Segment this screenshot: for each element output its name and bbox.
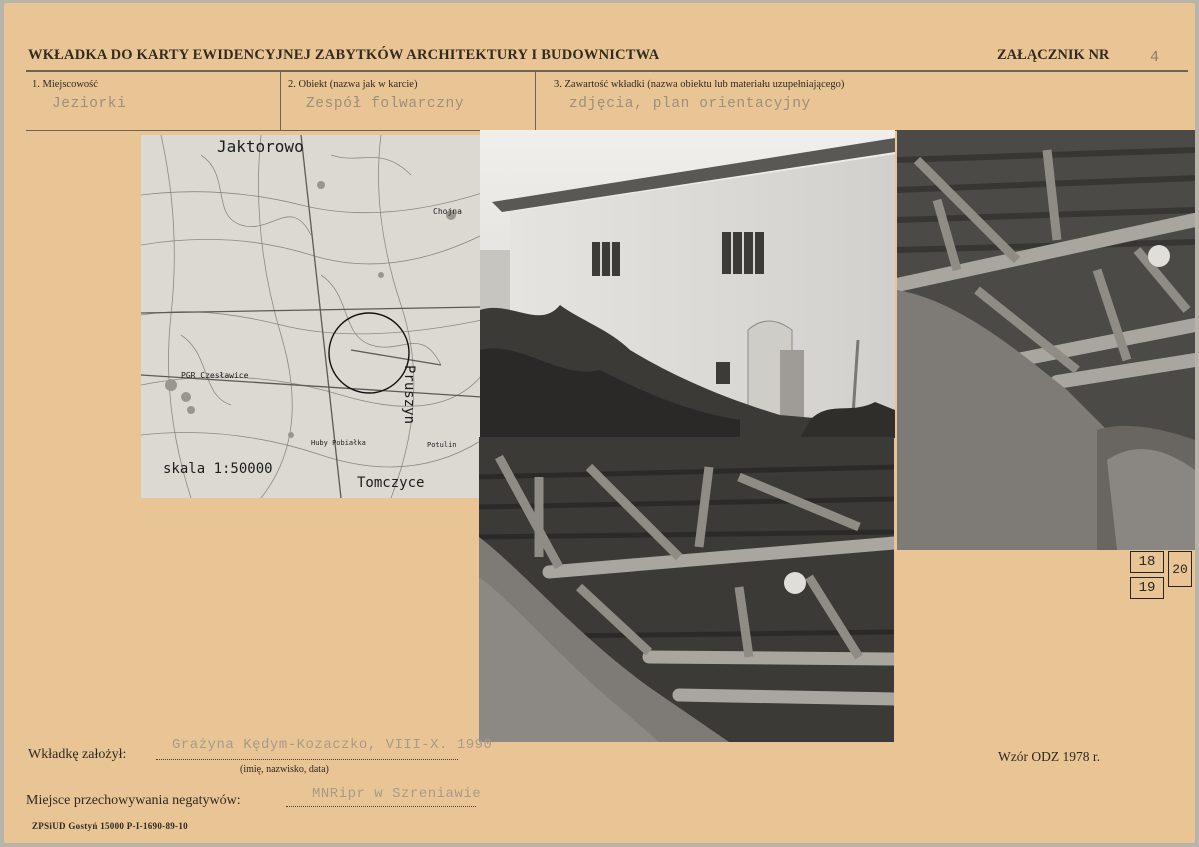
photo-number-19: 19	[1130, 577, 1164, 599]
photo-roof-truss-right	[897, 130, 1195, 550]
photo-building-exterior	[480, 130, 895, 438]
header-rule	[26, 70, 1188, 72]
negatives-line	[286, 806, 476, 807]
map-label-right: Pruszyn	[401, 365, 417, 425]
photo-roof-truss-bottom	[479, 437, 894, 742]
field-divider-2	[535, 72, 536, 130]
attachment-number: 4	[1150, 49, 1160, 66]
author-caption: (imię, nazwisko, data)	[240, 764, 329, 775]
locality-label: 1. Miejscowość	[32, 79, 98, 90]
map-small-label: PGR Czesławice	[181, 371, 249, 380]
negatives-label: Miejsce przechowywania negatywów:	[26, 793, 241, 808]
map-label-bottom: Tomczyce	[357, 475, 425, 491]
orientation-map	[141, 135, 482, 498]
print-info: ZPSiUD Gostyń 15000 P-I-1690-89-10	[32, 821, 188, 831]
field-divider-1	[280, 72, 281, 130]
author-value: Grażyna Kędym-Kozaczko, VIII-X. 1990	[172, 737, 493, 753]
map-small-label: Potulin	[427, 441, 457, 449]
author-label: Wkładkę założył:	[28, 747, 127, 762]
negatives-value: MNRipr w Szreniawie	[312, 786, 482, 802]
content-label: 3. Zawartość wkładki (nazwa obiektu lub materiału uzupełniającego)	[554, 79, 845, 90]
photo-number-20: 20	[1168, 551, 1192, 587]
content-value: zdjęcia, plan orientacyjny	[569, 96, 811, 112]
map-small-label: Huby Pobiałka	[311, 439, 366, 447]
locality-value: Jeziorki	[52, 96, 127, 112]
author-line	[156, 759, 458, 760]
attachment-label: ZAŁĄCZNIK NR	[997, 47, 1110, 63]
inventory-card	[4, 3, 1195, 843]
building-image	[480, 130, 895, 438]
map-label-top: Jaktorowo	[217, 137, 304, 156]
object-value: Zespół folwarczny	[306, 96, 465, 112]
card-title: WKŁADKA DO KARTY EWIDENCYJNEJ ZABYTKÓW ARCHITEKTURY I BUDOWNICTWA	[28, 47, 660, 63]
map-small-label: Chojna	[433, 207, 462, 216]
form-pattern: Wzór ODZ 1978 r.	[998, 749, 1100, 764]
photo-number-18: 18	[1130, 551, 1164, 573]
object-label: 2. Obiekt (nazwa jak w karcie)	[288, 79, 418, 90]
map-scale: skala 1:50000	[163, 461, 273, 477]
truss-image-bottom	[479, 437, 894, 742]
truss-image-right	[897, 130, 1195, 550]
